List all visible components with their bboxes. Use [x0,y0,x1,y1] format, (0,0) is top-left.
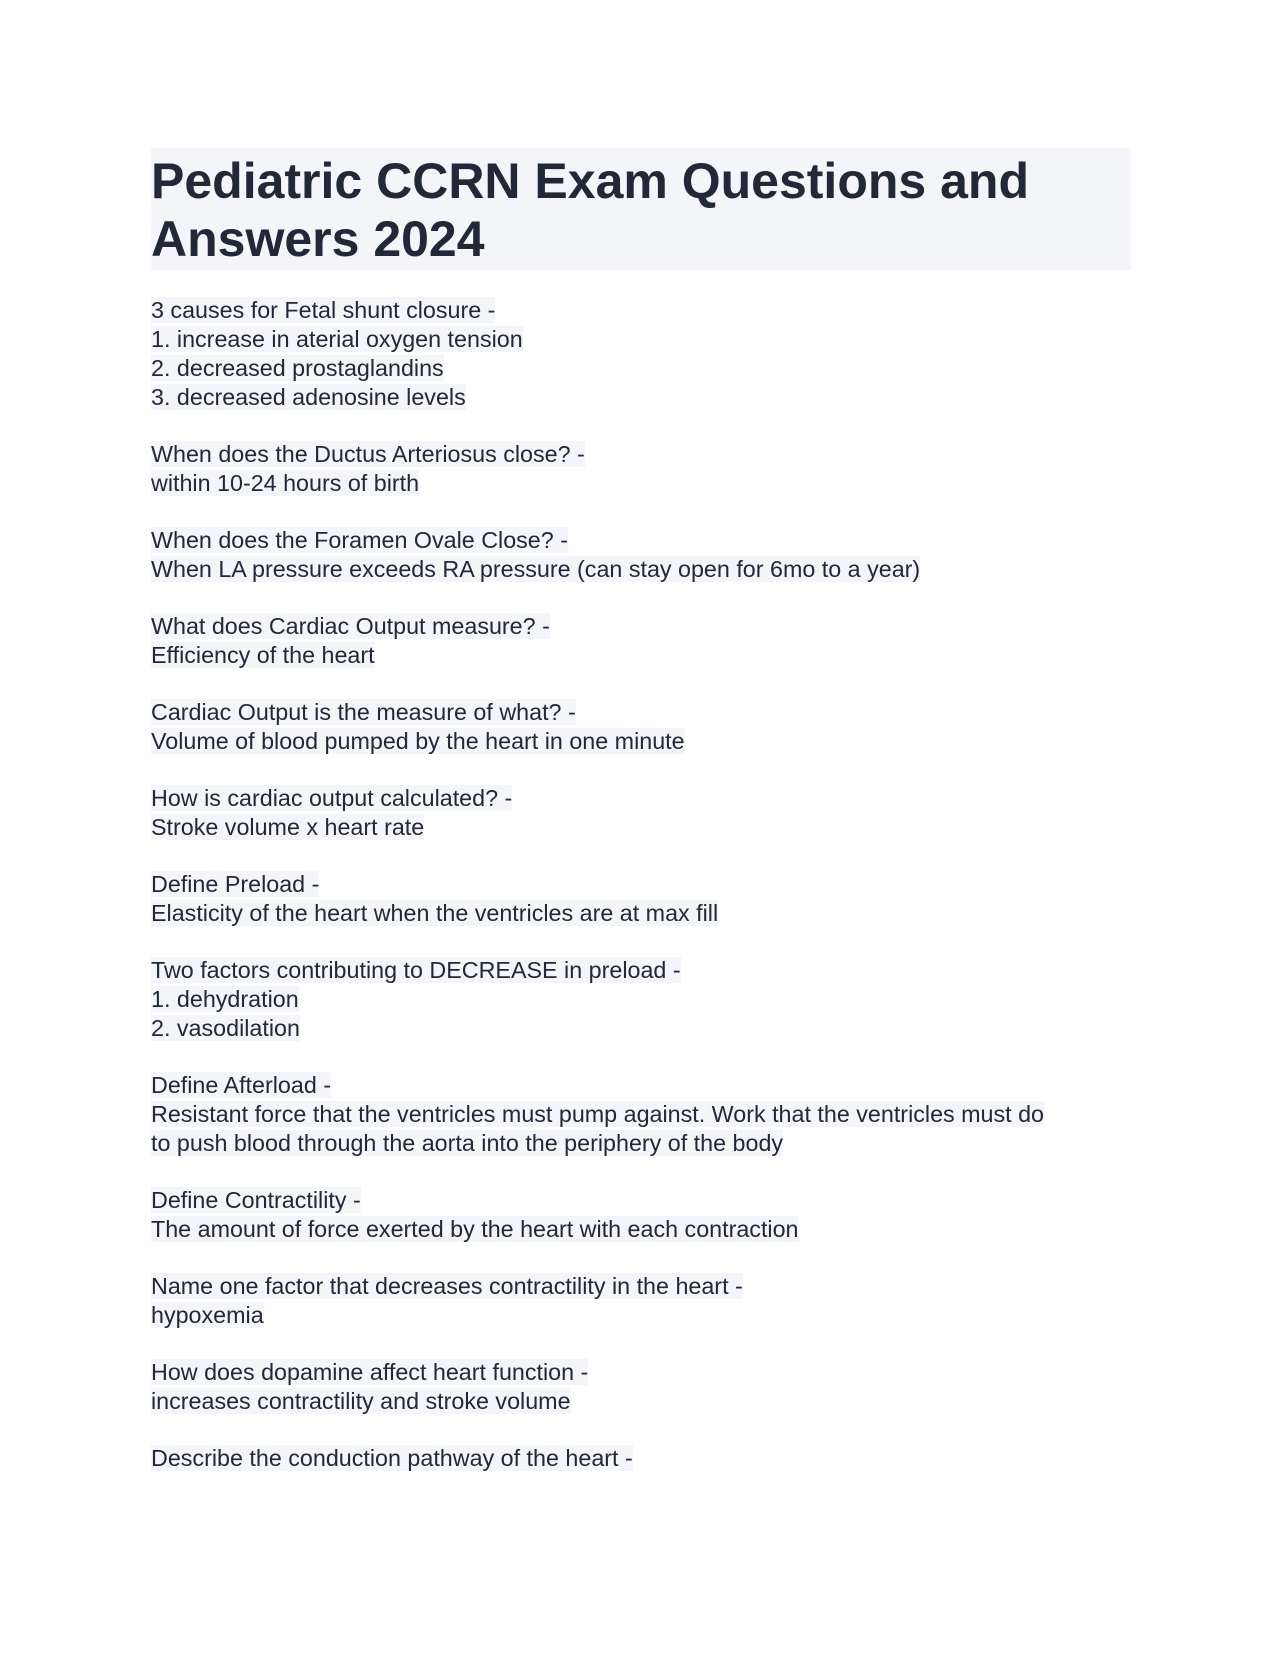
answer-line: increases contractility and stroke volume [151,1388,571,1414]
title-line-2: Answers 2024 [151,211,485,267]
answer-line: 2. vasodilation [151,1015,300,1041]
qa-item [151,1358,1131,1416]
question: Describe the conduction pathway of the heart - [151,1445,633,1471]
title-block [151,148,1131,270]
answer-line: When LA pressure exceeds RA pressure (can stay open for 6mo to a year) [151,556,921,582]
question: What does Cardiac Output measure? - [151,613,550,639]
answer-line: to push blood through the aorta into the periphery of the body [151,1130,784,1156]
qa-item [151,612,1131,670]
question: Two factors contributing to DECREASE in preload - [151,957,681,983]
qa-item [151,1186,1131,1244]
qa-item [151,1272,1131,1330]
qa-list [151,296,1131,1473]
qa-item [151,1071,1131,1158]
answer-line: Elasticity of the heart when the ventricles are at max fill [151,900,719,926]
qa-item [151,1444,1131,1473]
question: Cardiac Output is the measure of what? - [151,699,576,725]
question: How is cardiac output calculated? - [151,785,513,811]
qa-item [151,698,1131,756]
question: Define Afterload - [151,1072,332,1098]
qa-item [151,870,1131,928]
title-line-1: Pediatric CCRN Exam Questions and [151,153,1030,209]
qa-item [151,526,1131,584]
question: How does dopamine affect heart function - [151,1359,589,1385]
answer-line: Volume of blood pumped by the heart in one minute [151,728,685,754]
qa-item [151,296,1131,412]
answer-line: within 10-24 hours of birth [151,470,420,496]
answer-line: Resistant force that the ventricles must pump against. Work that the ventricles must do [151,1101,1045,1127]
qa-item [151,784,1131,842]
document-page [151,148,1131,1501]
answer-line: 1. dehydration [151,986,299,1012]
answer-line: The amount of force exerted by the heart with each contraction [151,1216,799,1242]
qa-item [151,440,1131,498]
answer-line: Stroke volume x heart rate [151,814,425,840]
document-title [151,152,1131,268]
question: 3 causes for Fetal shunt closure - [151,297,496,323]
question: Define Contractility - [151,1187,361,1213]
qa-item [151,956,1131,1043]
answer-line: 1. increase in aterial oxygen tension [151,326,523,352]
question: When does the Ductus Arteriosus close? - [151,441,585,467]
answer-line: 2. decreased prostaglandins [151,355,444,381]
answer-line: 3. decreased adenosine levels [151,384,466,410]
question: When does the Foramen Ovale Close? - [151,527,568,553]
answer-line: hypoxemia [151,1302,264,1328]
question: Define Preload - [151,871,320,897]
question: Name one factor that decreases contractility in the heart - [151,1273,743,1299]
answer-line: Efficiency of the heart [151,642,375,668]
